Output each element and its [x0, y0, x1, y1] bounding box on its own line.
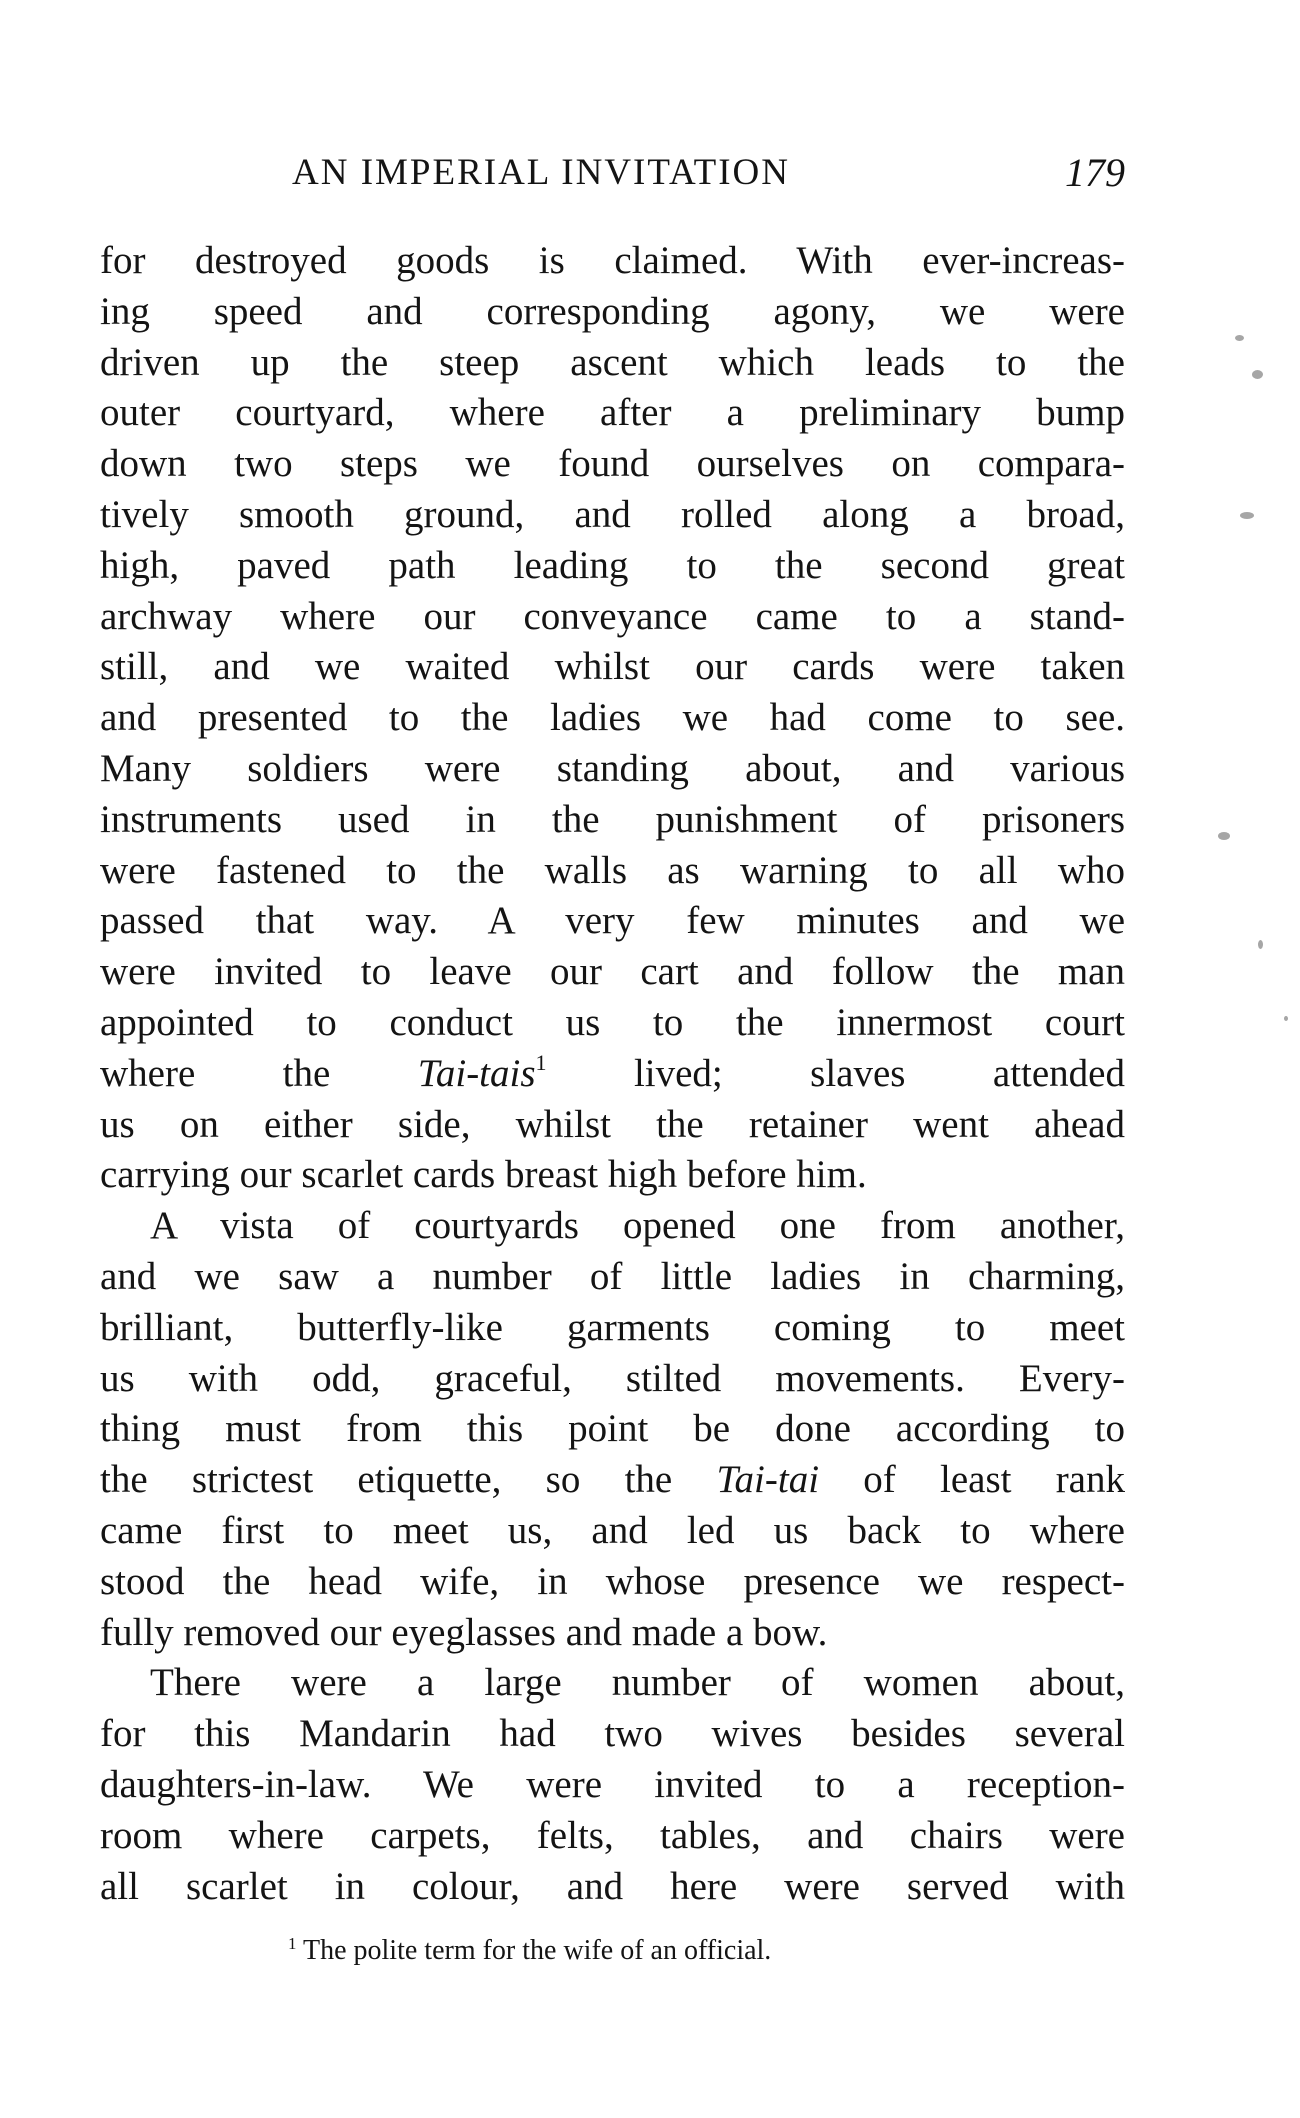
paragraph-1	[100, 236, 1125, 1201]
footnote-text: The polite term for the wife of an official.	[303, 1935, 772, 1966]
text-line: tively smooth ground, and rolled along a broad,	[100, 492, 1125, 536]
text-line: Many soldiers were standing about, and various	[100, 746, 1125, 790]
footnote	[288, 1933, 771, 1969]
text-line: were invited to leave our cart and follow the man	[100, 950, 1125, 994]
text-line: came first to meet us, and led us back to where	[100, 1508, 1125, 1552]
text-line: ing speed and corresponding agony, we were	[100, 289, 1125, 333]
text-line: high, paved path leading to the second great	[100, 543, 1125, 587]
footnote-marker: 1	[288, 1934, 297, 1953]
text-line: and presented to the ladies we had come to see.	[100, 696, 1125, 740]
body-text	[100, 236, 1125, 1912]
text-line: instruments used in the punishment of prisoners	[100, 797, 1125, 841]
text-line: the strictest etiquette, so the Tai-tai of least rank	[100, 1458, 1125, 1502]
scan-speck	[1258, 940, 1263, 949]
text-line: passed that way. A very few minutes and we	[100, 899, 1125, 943]
running-title: AN IMPERIAL INVITATION	[292, 152, 790, 193]
text-line: for destroyed goods is claimed. With ever-increas-	[100, 239, 1125, 282]
text-line: were fastened to the walls as warning to all who	[100, 848, 1125, 892]
scan-speck	[1252, 370, 1263, 379]
text-line: appointed to conduct us to the innermost court	[100, 1000, 1125, 1044]
footnote-reference: 1	[535, 1049, 547, 1075]
text-line: daughters-in-law. We were invited to a reception-	[100, 1762, 1125, 1806]
text-line: carrying our scarlet cards breast high before him.	[100, 1153, 867, 1197]
text-line: fully removed our eyeglasses and made a bow.	[100, 1610, 828, 1654]
text-line: thing must from this point be done according to	[100, 1407, 1125, 1451]
text-line: for this Mandarin had two wives besides several	[100, 1712, 1125, 1756]
text-line: A vista of courtyards opened one from another,	[150, 1204, 1125, 1248]
text-line: all scarlet in colour, and here were served with	[100, 1864, 1125, 1908]
paragraph-2	[100, 1201, 1125, 1658]
text-line: and we saw a number of little ladies in charming,	[100, 1254, 1125, 1298]
scan-speck	[1240, 512, 1254, 519]
text-line: brilliant, butterfly-like garments coming to meet	[100, 1305, 1125, 1349]
scan-speck	[1284, 1016, 1288, 1021]
running-head	[100, 148, 1125, 198]
text-line: archway where our conveyance came to a stand-	[100, 594, 1125, 638]
text-line: There were a large number of women about,	[150, 1661, 1125, 1705]
scan-speck	[1218, 832, 1230, 840]
text-line: outer courtyard, where after a preliminary bump	[100, 391, 1125, 435]
italic-term: Tai-tais	[417, 1051, 536, 1095]
text-line: room where carpets, felts, tables, and chairs were	[100, 1813, 1125, 1857]
text-line: us on either side, whilst the retainer went ahead	[100, 1102, 1125, 1146]
text-line: still, and we waited whilst our cards were taken	[100, 645, 1125, 689]
text-line: where the Tai-tais$^1$ lived; slaves attended	[100, 1049, 1125, 1095]
page-number: 179	[1065, 150, 1125, 195]
paragraph-3	[100, 1658, 1125, 1912]
text-line: stood the head wife, in whose presence we respect-	[100, 1559, 1125, 1603]
scan-speck	[1235, 335, 1244, 341]
text-line: us with odd, graceful, stilted movements. Every-	[100, 1356, 1125, 1400]
text-line: down two steps we found ourselves on compara-	[100, 442, 1125, 486]
italic-term: Tai-tai	[716, 1458, 820, 1502]
text-line: driven up the steep ascent which leads to the	[100, 340, 1125, 384]
